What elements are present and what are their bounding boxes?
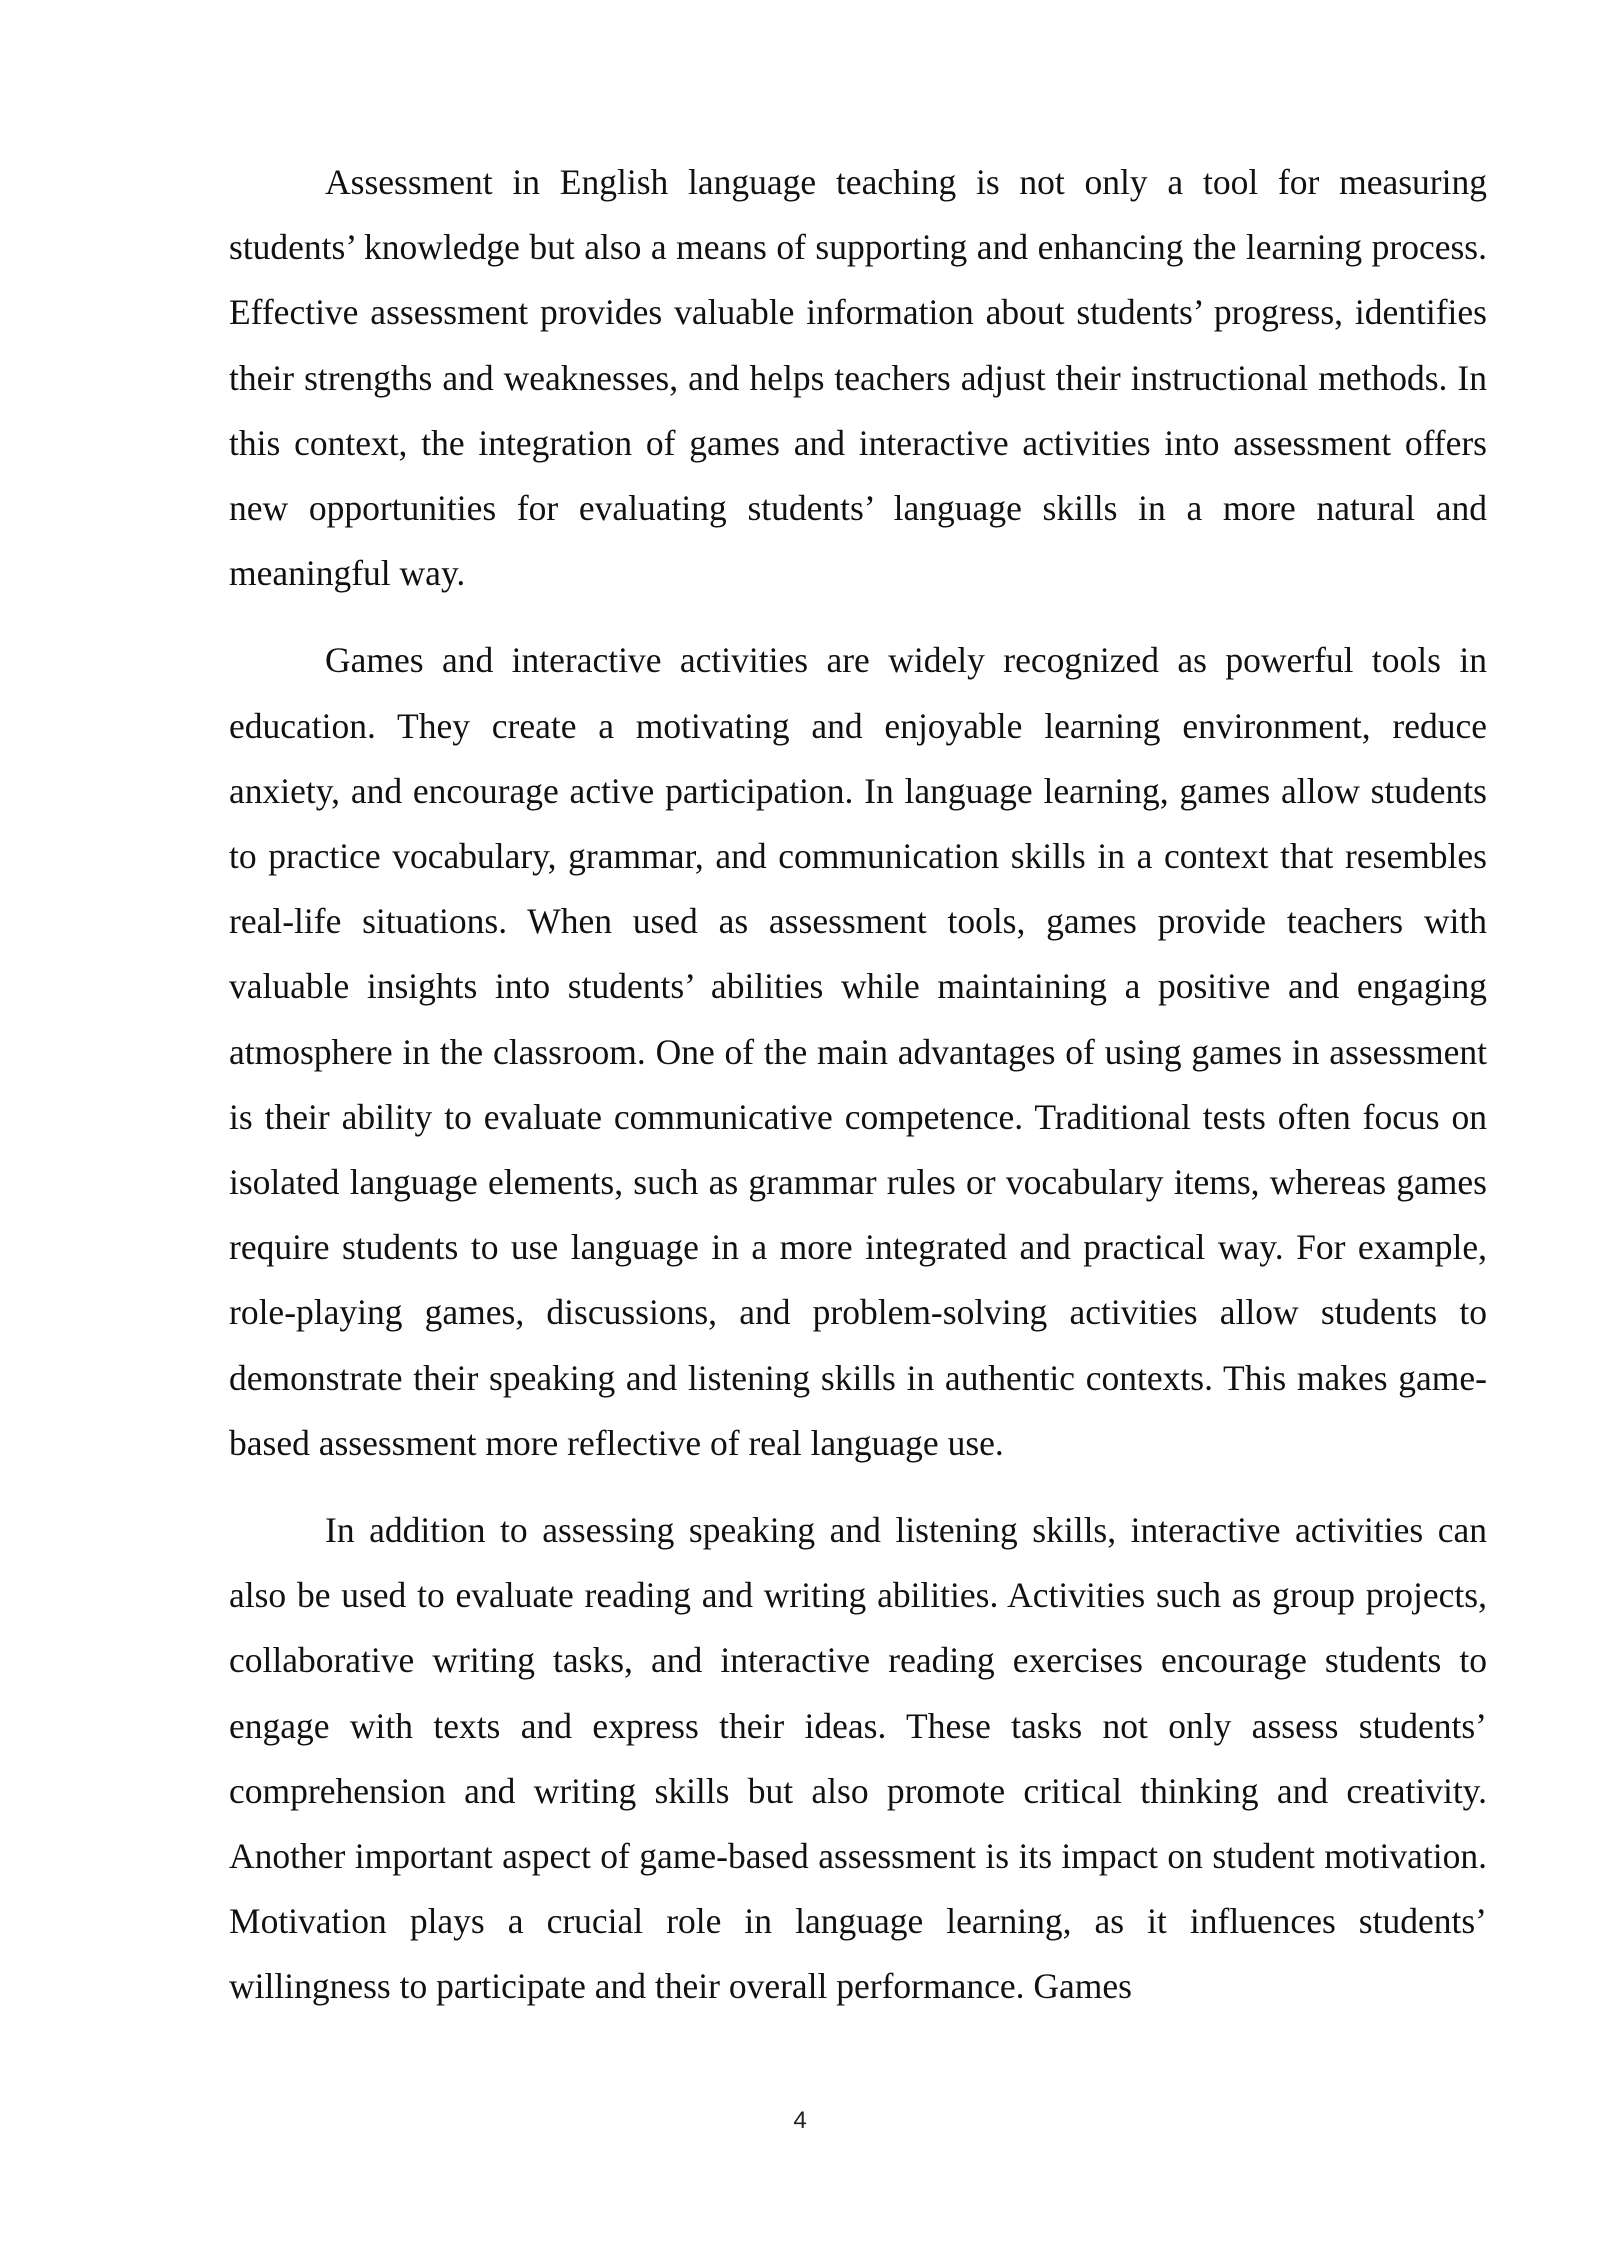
paragraph-assessment-intro: Assessment in English language teaching is not only a tool for measuring students’ knowledge but also a means of supporting and enhancing the learning process. Effective assessment provides valuable information about students’ progress, identifies their strengths and weaknesses, and helps teachers adjust their instructional methods. In this context, the integration of games and interactive activities into assessment offers new opportunities for evaluating students’ language skills in a more natural and meaningful way. [229,162,1487,594]
page-number: 4 [793,2107,807,2134]
paragraph-reading-writing: In addition to assessing speaking and listening skills, interactive activities can also be used to evaluate reading and writing abilities. Activities such as group projects, collaborative writing tasks, and interactive reading exercises encourage students to engage with texts and express their ideas. These tasks not only assess students’ comprehension and writing skills but also promote critical thinking and creativity. Another important aspect of game-based assessment is its impact on student motivation. Motivation plays a crucial role in language learning, as it influences students’ willingness to participate and their overall performance. Games [229,1510,1487,2007]
paragraph-games-interactive: Games and interactive activities are widely recognized as powerful tools in education. They create a motivating and enjoyable learning environment, reduce anxiety, and encourage active participation. In language learning, games allow students to practice vocabulary, grammar, and communication skills in a context that resembles real-life situations. When used as assessment tools, games provide teachers with valuable insights into students’ abilities while maintaining a positive and engaging atmosphere in the classroom. One of the main advantages of using games in assessment is their ability to evaluate communicative competence. Traditional tests often focus on isolated language elements, such as grammar rules or vocabulary items, whereas games require students to use language in a more integrated and practical way. For example, role-playing games, discussions, and problem-solving activities allow students to demonstrate their speaking and listening skills in authentic contexts. This makes game-based assessment more reflective of real language use. [229,640,1487,1463]
body-text [229,150,1487,2042]
